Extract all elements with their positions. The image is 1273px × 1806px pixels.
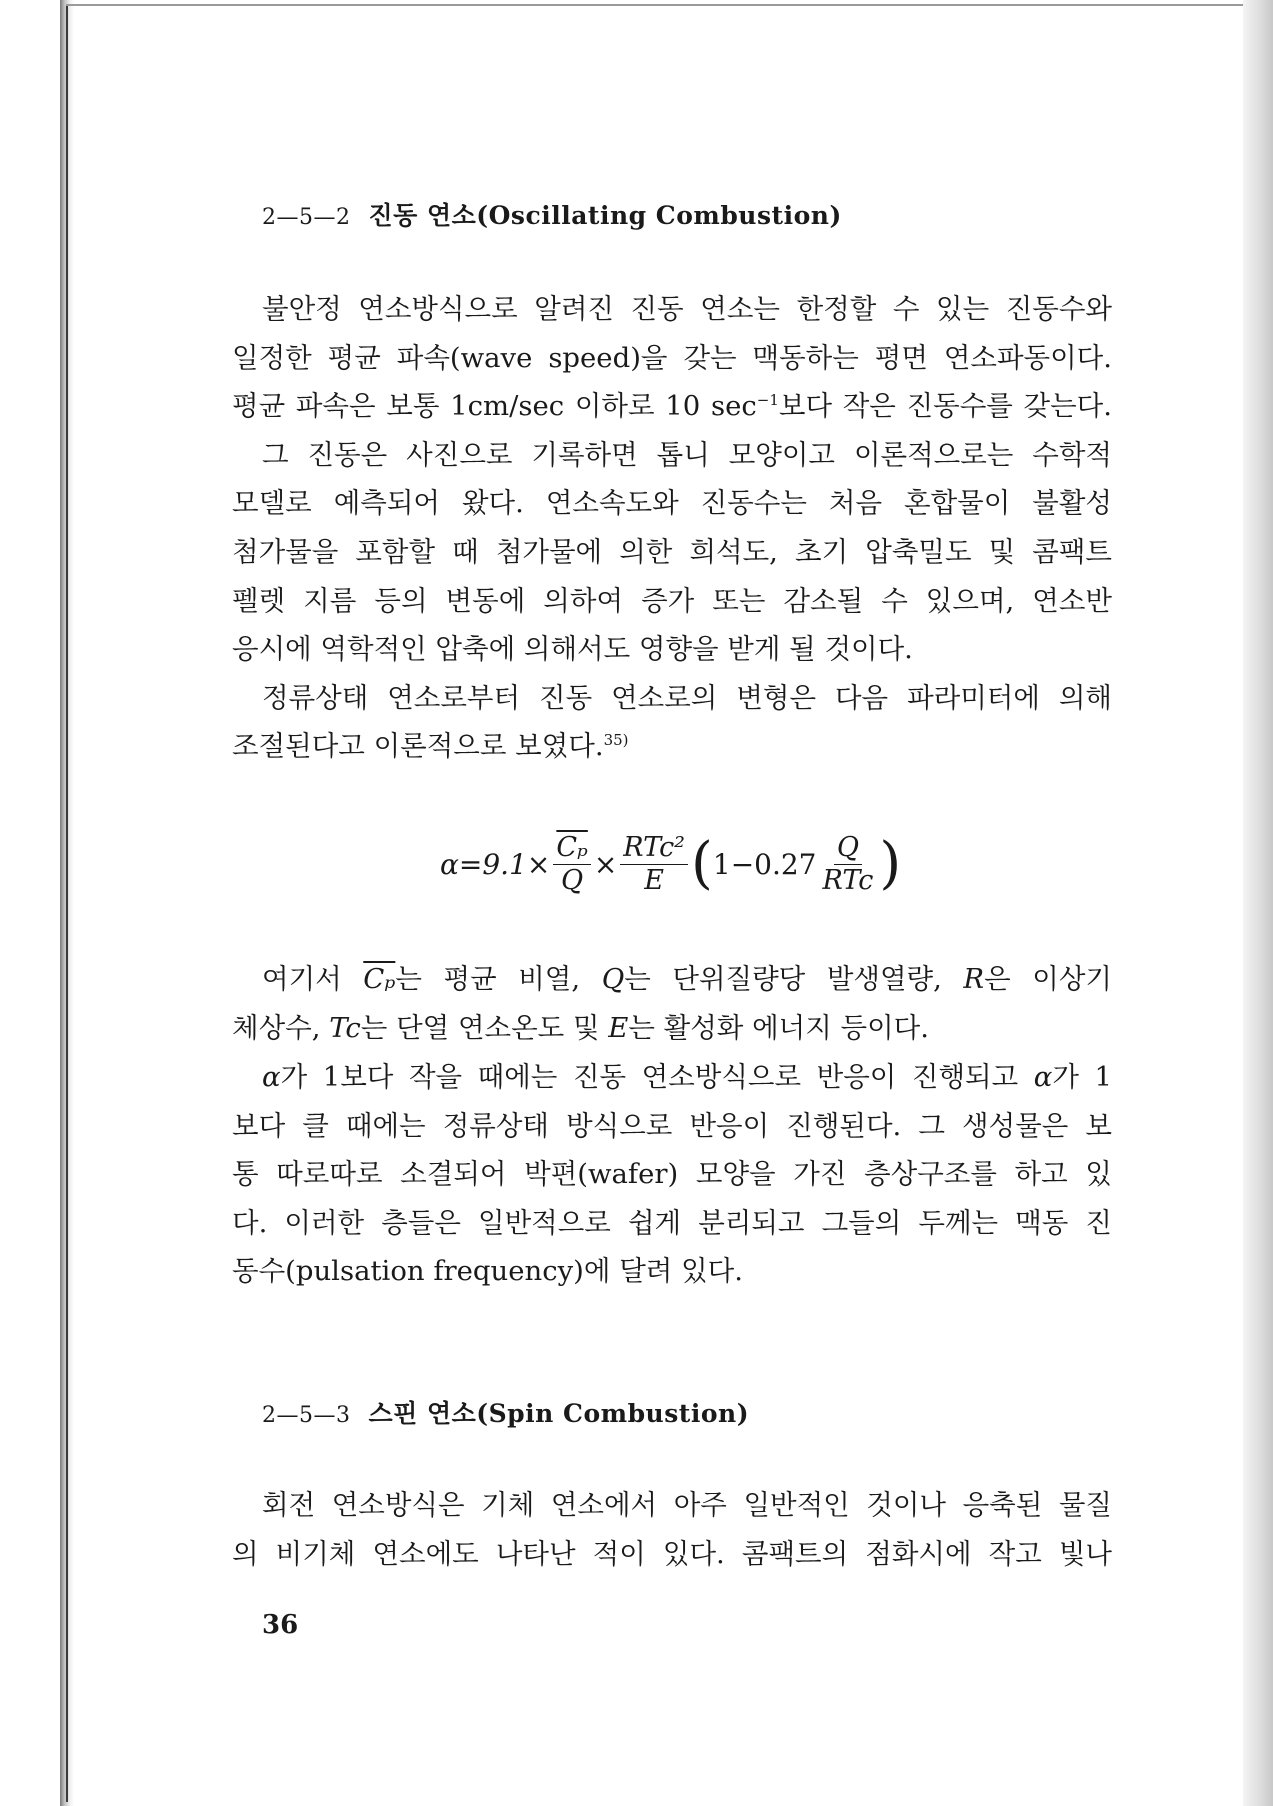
- right-paren: ): [879, 831, 902, 896]
- text-line: 첨가물을 포함할 때 첨가물에 의한 희석도, 초기 압축밀도 및 콤팩트: [232, 535, 1112, 568]
- equation-lhs: α=9.1×: [440, 847, 551, 881]
- paragraph-alpha-conditions: [232, 1053, 1112, 1296]
- paragraph-oscillating-intro: [232, 285, 1112, 771]
- page-number: 36: [262, 1610, 299, 1640]
- superscript-exponent: −1: [756, 391, 779, 410]
- text-line: 조절된다고 이론적으로 보였다.$^{35)}$: [232, 730, 629, 763]
- text-line: 보다 클 때에는 정류상태 방식으로 반응이 진행된다. 그 생성물은 보: [232, 1109, 1112, 1142]
- text-line: 응시에 역학적인 압축에 의해서도 영향을 받게 될 것이다.: [232, 633, 913, 666]
- section-number: 2—5—2: [262, 205, 351, 230]
- paragraph-spin-intro: [232, 1481, 1112, 1578]
- fraction-cp-over-q: $\frac{\overline{C_p}}{Q}$: [553, 832, 590, 897]
- fraction-q-over-rtc: $\frac{Q}{\text{RTc}}$: [822, 831, 874, 896]
- text-line: 다. 이러한 층들은 일반적으로 쉽게 분리되고 그들의 두께는 맥동 진: [232, 1206, 1112, 1239]
- text-line: 체상수, Tc는 단열 연소온도 및 E는 활성화 에너지 등이다.: [232, 1011, 929, 1044]
- text-line: 여기서 $\overline{C_p}$는 평균 비열, Q는 단위질량당 발생열량, R은 이상기: [262, 963, 1112, 995]
- equation-alpha: α=9.1× $\frac{\overline{C_p}}{Q}$ × $\frac{\text{RTc²}}{E}$ ( 1−0.27 $\frac{Q}{\text{RTc}}$ ): [440, 831, 902, 896]
- page-right-shadow: [1243, 0, 1273, 1806]
- text-line: 모델로 예측되어 왔다. 연소속도와 진동수는 처음 혼합물이 불활성: [232, 487, 1112, 520]
- text-line: 일정한 평균 파속(wave speed)을 갖는 맥동하는 평면 연소파동이다.: [232, 341, 1112, 374]
- text-line: 회전 연소방식은 기체 연소에서 아주 일반적인 것이나 응축된 물질: [262, 1489, 1112, 1521]
- left-paren: (: [691, 831, 713, 896]
- text-line: 평균 파속은 보통 1cm/sec 이하로 10 $\sec^{-1}$보다 작은 진동수를 갖는다.: [232, 390, 1112, 423]
- reference-marker: 35): [603, 731, 629, 750]
- text-line: 동수(pulsation frequency)에 달려 있다.: [232, 1255, 743, 1288]
- paragraph-variable-definitions: [232, 955, 1112, 1052]
- text-line: 그 진동은 사진으로 기록하면 톱니 모양이고 이론적으로는 수학적: [262, 438, 1112, 471]
- section-title: 스핀 연소(Spin Combustion): [368, 1399, 750, 1428]
- page-left-edge: [66, 4, 68, 1802]
- section-number: 2—5—3: [262, 1403, 351, 1428]
- text-line: α가 1보다 작을 때에는 진동 연소방식으로 반응이 진행되고 α가 1: [262, 1061, 1112, 1093]
- section-title: 진동 연소(Oscillating Combustion): [368, 201, 842, 230]
- text-line: 정류상태 연소로부터 진동 연소로의 변형은 다음 파라미터에 의해: [262, 681, 1112, 714]
- text-line: 펠렛 지름 등의 변동에 의하여 증가 또는 감소될 수 있으며, 연소반: [232, 584, 1112, 617]
- text-line: 불안정 연소방식으로 알려진 진동 연소는 한정할 수 있는 진동수와: [262, 293, 1112, 325]
- text-line: 통 따로따로 소결되어 박편(wafer) 모양을 가진 층상구조를 하고 있: [232, 1158, 1112, 1191]
- section-heading-2-5-3: [262, 1394, 749, 1430]
- section-heading-2-5-2: [262, 196, 842, 232]
- fraction-rtc2-over-e: $\frac{\text{RTc²}}{E}$: [620, 832, 688, 897]
- page-top-edge: [66, 4, 1246, 6]
- text-line: 의 비기체 연소에도 나타난 적이 있다. 콤팩트의 점화시에 작고 빛나: [232, 1537, 1112, 1570]
